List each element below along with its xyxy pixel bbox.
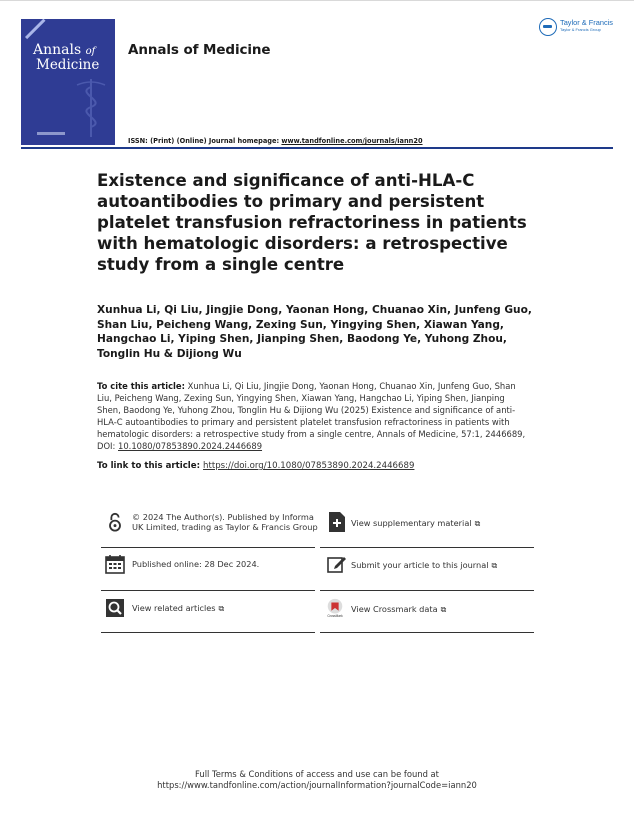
top-rule [0,0,634,1]
calendar-icon [105,554,125,574]
open-access-icon [105,512,125,532]
issn-text: ISSN: (Print) (Online) Journal homepage: [128,137,282,145]
external-link-icon: ⧉ [491,561,498,570]
supplementary-label: View supplementary material [351,518,472,528]
article-title: Existence and significance of anti-HLA-C autoantibodies to primary and persistent platelet transfusion refractoriness in patients with hematologic disorders: a retrospective study from a single centre [97,171,527,274]
footer-terms-link[interactable]: https://www.tandfonline.com/action/journalInformation?journalCode=iann20 [157,780,477,790]
cover-title-line2: Medicine [36,57,100,73]
taylor-francis-icon [539,18,557,36]
footer [0,769,634,791]
edit-icon [327,554,347,574]
open-access-cell [101,512,317,546]
crossmark-link[interactable] [351,604,446,615]
related-articles-cell[interactable] [101,598,317,622]
citation [97,380,529,452]
open-access-text: © 2024 The Author(s). Published by Informa UK Limited, trading as Taylor & Francis Group [132,512,318,532]
document-plus-icon [327,512,347,532]
submit-cell[interactable] [325,554,535,578]
crossmark-label: View Crossmark data [351,604,438,614]
author-list: Xunhua Li, Qi Liu, Jingjie Dong, Yaonan Hong, Chuanao Xin, Junfeng Guo, Shan Liu, Peicheng Wang, Zexing Sun, Yingying Shen, Xiawan Yang, Hangchao Li, Yiping Shen, Jianping Shen, Baodong Ye, Yuhong Zhou, Tonglin Hu & Dijiong Wu [97,304,532,360]
cell-divider [101,547,315,548]
external-link-icon: ⧉ [218,604,225,613]
article-doi-link[interactable]: https://doi.org/10.1080/07853890.2024.2446689 [203,461,415,471]
cover-publisher-mark [37,132,65,135]
link-label: To link to this article: [97,461,204,471]
issn-line [128,137,423,145]
supplementary-cell[interactable] [325,512,535,536]
publisher-brand: Taylor & Francis [560,18,613,27]
supplementary-link[interactable] [351,518,480,529]
crossmark-icon [325,598,345,618]
publisher-logo[interactable] [539,18,613,36]
journal-title[interactable]: Annals of Medicine [128,42,271,58]
journal-homepage-link[interactable]: www.tandfonline.com/journals/iann20 [281,137,423,145]
cell-divider [320,632,534,633]
cover-banner [25,19,46,39]
crossmark-cell[interactable] [325,598,535,622]
journal-cover [21,19,115,145]
submit-label: Submit your article to this journal [351,560,489,570]
citation-doi-link[interactable]: 10.1080/07853890.2024.2446689 [118,441,263,451]
link-to-article [97,461,414,471]
header-divider [21,147,613,149]
cell-divider [101,590,315,591]
related-articles-label: View related articles [132,603,216,613]
submit-article-link[interactable] [351,560,497,571]
published-online-text: Published online: 28 Dec 2024. [132,559,260,569]
caduceus-icon [71,77,111,139]
publisher-tagline: Taylor & Francis Group [560,27,601,32]
citation-label: To cite this article: [97,381,185,391]
external-link-icon: ⧉ [474,519,481,528]
published-online-cell [101,554,317,578]
external-link-icon: ⧉ [440,605,447,614]
related-articles-link[interactable] [132,603,224,614]
footer-terms-text: Full Terms & Conditions of access and use can be found at [195,769,439,779]
crossmark-icon-text: CrossMark [327,614,343,618]
related-articles-icon [105,598,125,618]
cover-title-line1: Annals of [33,42,96,58]
citation-text: Xunhua Li, Qi Liu, Jingjie Dong, Yaonan Hong, Chuanao Xin, Junfeng Guo, Shan Liu, Peicheng Wang, Zexing Sun, Yingying Shen, Xiawan Yang, Hangchao Li, Yiping Shen, Jianping Shen, Baodong Ye, Yuhong Zhou, Tonglin Hu & Dijiong Wu (2025) Existence and significance of anti-HLA-C autoantibodies to primary and persistent platelet transfusion refractoriness in patients with hematologic disorders: a retrospective study from a single centre, Annals of Medicine, 57:1, 2446689, DOI: [97,381,526,451]
cell-divider [101,632,315,633]
cell-divider [320,547,534,548]
cell-divider [320,590,534,591]
